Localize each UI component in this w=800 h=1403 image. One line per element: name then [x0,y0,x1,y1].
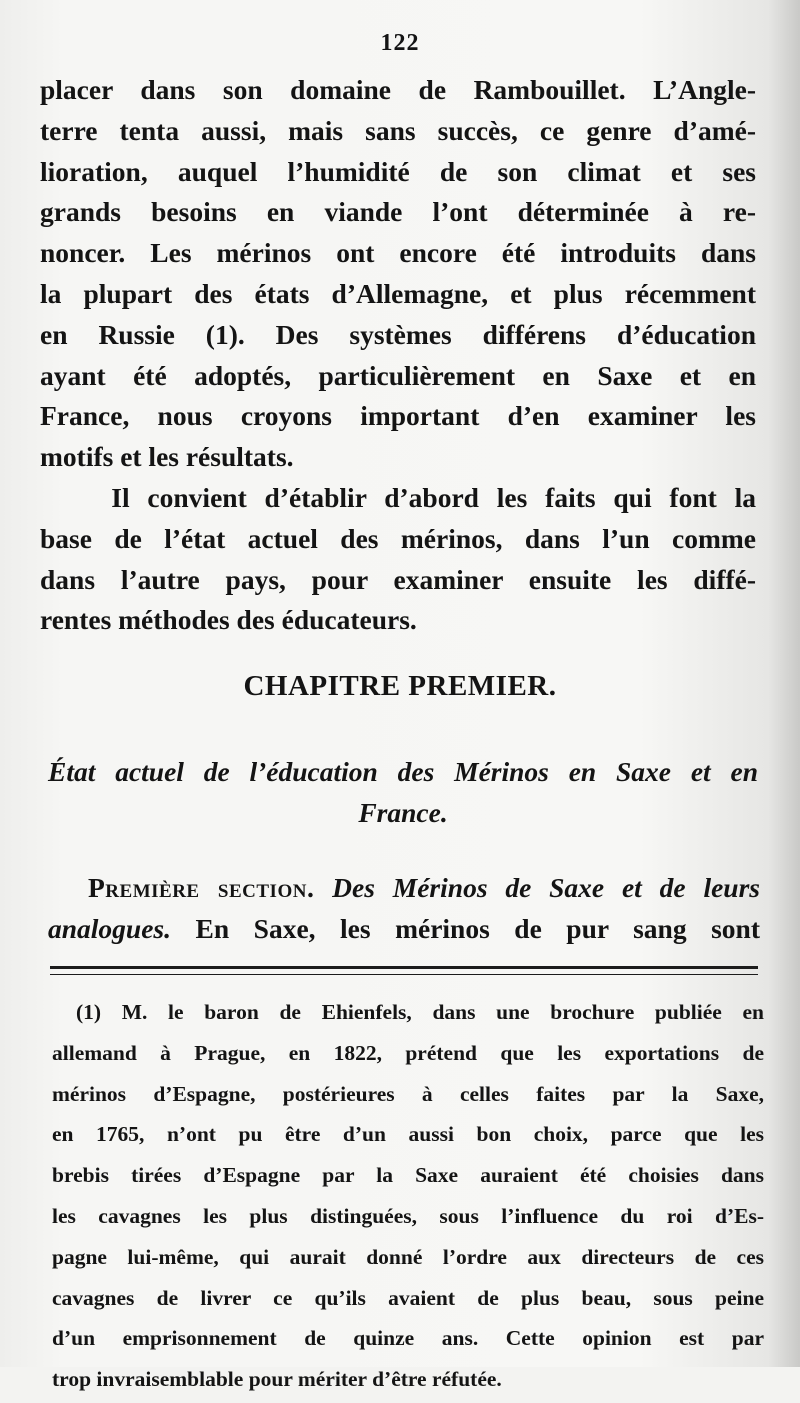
body-line: France, nous croyons important d’en examiner les [40,400,756,432]
footnote-line: brebis tirées d’Espagne par la Saxe auraient été choisies dans [52,1163,764,1188]
footnote [52,995,764,1403]
body-line: placer dans son domaine de Rambouillet. L’Angle- [40,74,756,105]
footnote-line: trop invraisemblable pour mériter d’être réfutée. [52,1367,502,1392]
section-label: Première section. [88,872,315,903]
body-line: en Russie (1). Des systèmes différens d’éducation [40,318,756,350]
section-title-continued: analogues. [48,912,172,944]
footnote-line: allemand à Prague, en 1822, prétend que les exportations de [52,1040,764,1065]
section-line [48,908,760,949]
body-line: motifs et les résultats. [40,441,294,473]
chapter-title: CHAPITRE PREMIER. [243,670,557,702]
body-line: la plupart des états d’Allemagne, et plus récemment [40,277,756,309]
section-title: Des Mérinos de Saxe et de leurs [332,872,760,903]
footnote-line: (1) M. le baron de Ehienfels, dans une brochure publiée en [76,1000,764,1024]
body-line: dans l’autre pays, pour examiner ensuite les diffé- [40,563,756,595]
body-line: rentes méthodes des éducateurs. [40,604,417,636]
body-line: grands besoins en viande l’ont déterminée à re- [40,196,756,228]
body-line: Il convient d’établir d’abord les faits qui font la [40,481,756,513]
body-line: lioration, auquel l’humidité de son climat et ses [40,155,756,187]
chapter-subtitle-line: État actuel de l’éducation des Mérinos en Saxe et en [48,756,758,787]
footnote-line: mérinos d’Espagne, postérieures à celles faites par la Saxe, [52,1081,764,1106]
footnote-line: cavagnes de livrer ce qu’ils avaient de plus beau, sous peine [52,1285,764,1310]
body-line: terre tenta aussi, mais sans succès, ce genre d’amé- [40,114,756,146]
chapter-subtitle [48,752,758,834]
body-line: ayant été adoptés, particulièrement en Saxe et en [40,359,756,391]
body-text [40,70,756,641]
footnote-separator [50,966,758,975]
footnote-line: les cavagnes les plus distinguées, sous l’influence du roi d’Es- [52,1203,764,1228]
section-heading-paragraph [48,867,760,949]
footnote-line: d’un emprisonnement de quinze ans. Cette opinion est par [52,1326,764,1351]
body-line: base de l’état actuel des mérinos, dans l’un comme [40,522,756,554]
footnote-line: pagne lui-même, qui aurait donné l’ordre aux directeurs de ces [52,1244,764,1269]
section-text: En Saxe, les mérinos de pur sang sont [171,912,760,944]
page-number: 122 [380,30,420,56]
footnote-line: en 1765, n’ont pu être d’un aussi bon choix, parce que les [52,1122,764,1147]
body-line: noncer. Les mérinos ont encore été introduits dans [40,237,756,269]
section-line [48,867,760,908]
chapter-subtitle-line: France. [358,796,448,828]
